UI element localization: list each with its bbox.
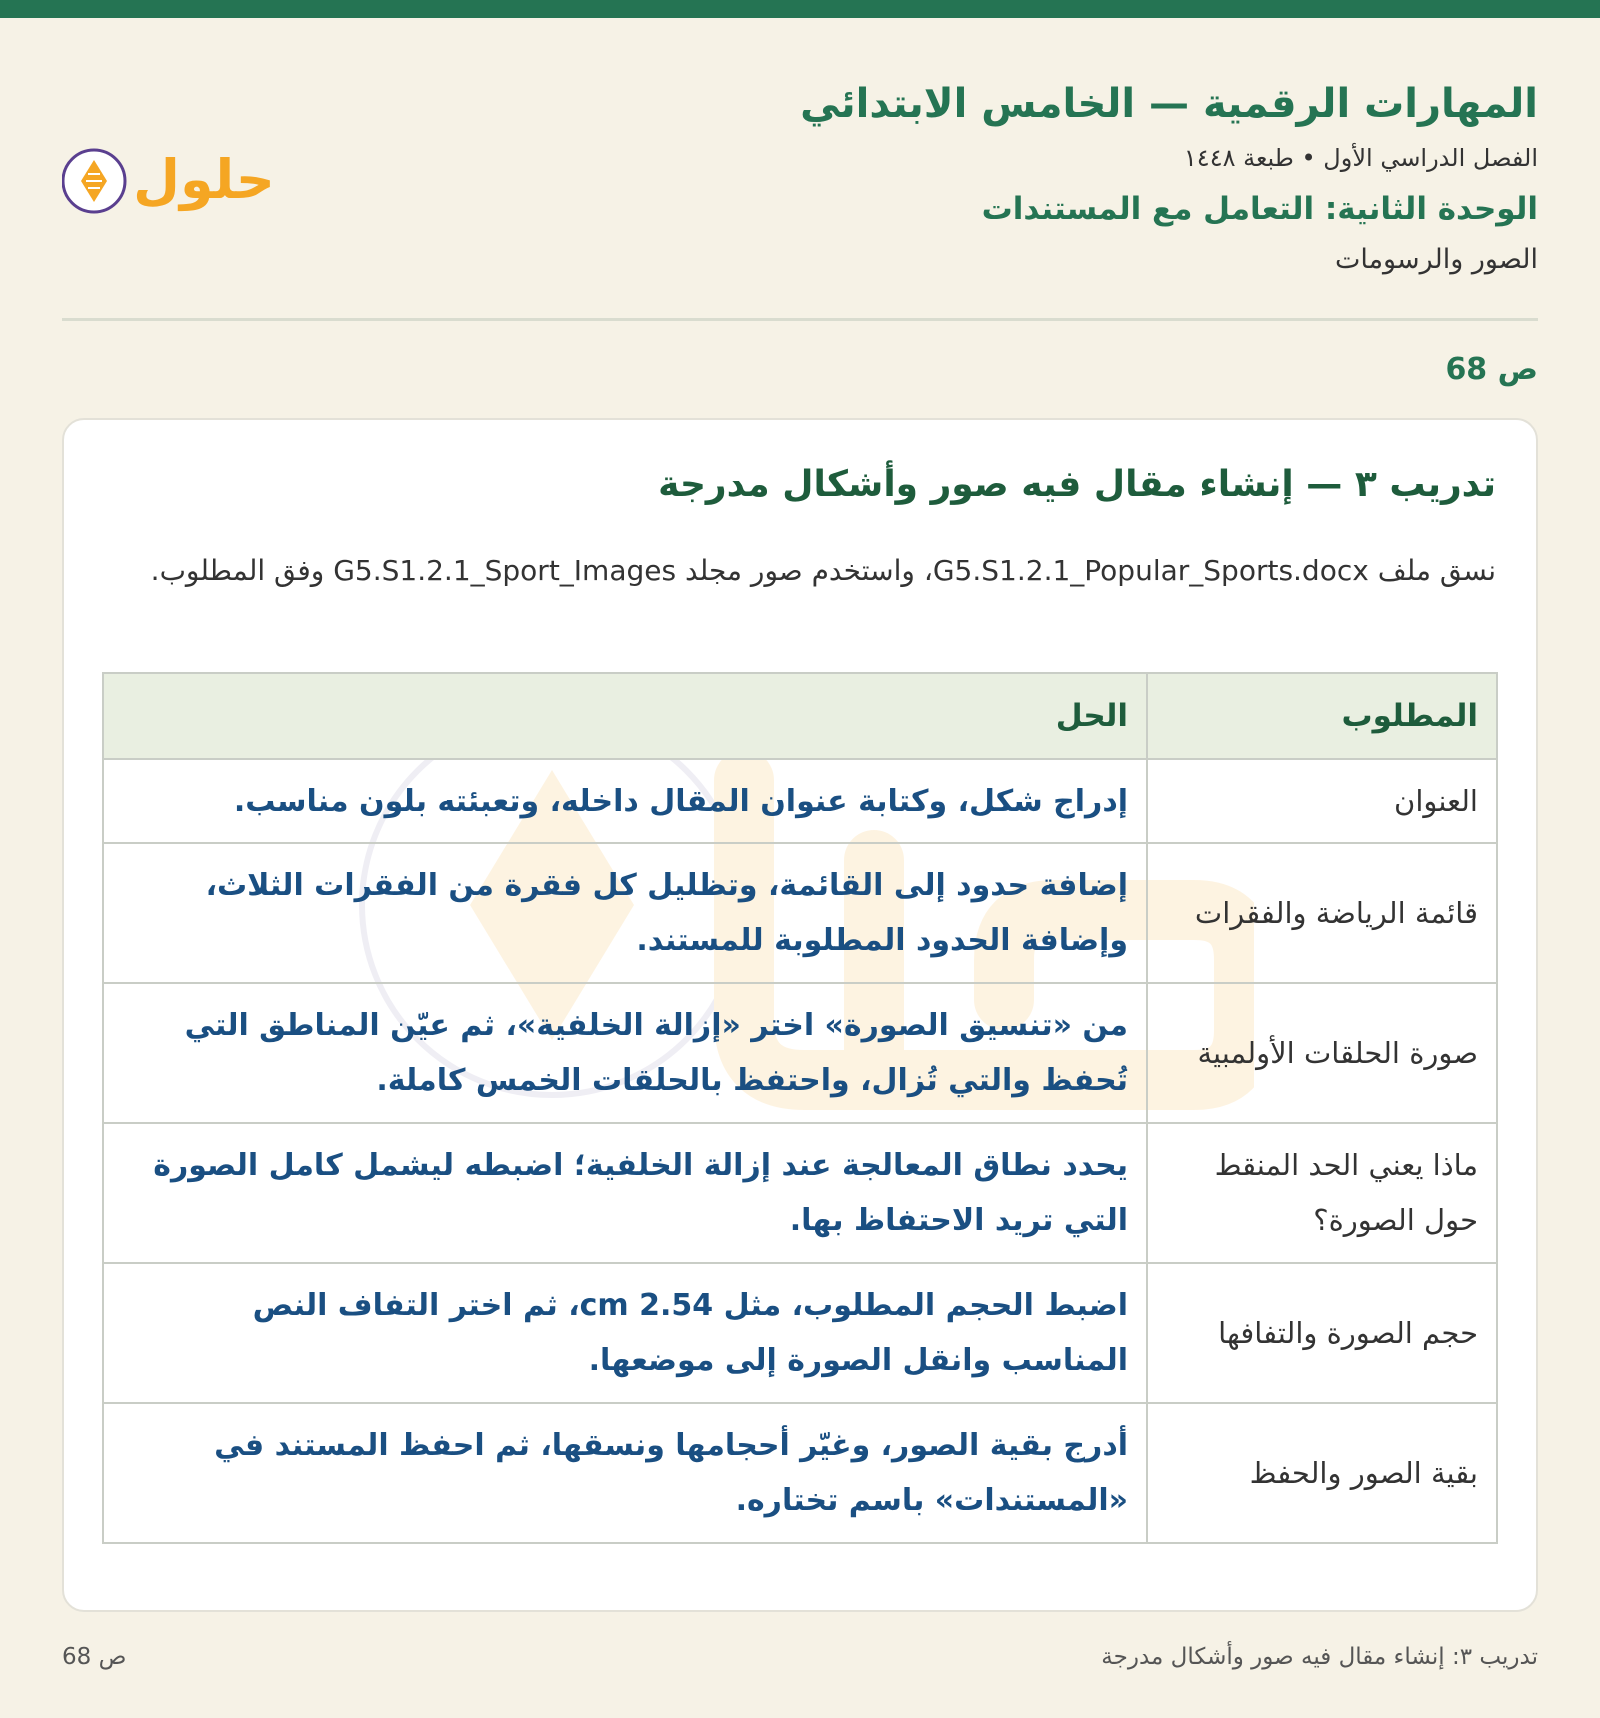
- required-cell: صورة الحلقات الأولمبية: [1147, 983, 1497, 1123]
- solution-cell: إدراج شكل، وكتابة عنوان المقال داخله، وتعبئته بلون مناسب.: [103, 759, 1147, 843]
- required-cell: بقية الصور والحفظ: [1147, 1403, 1497, 1543]
- footer-page-number: ص 68: [62, 1644, 127, 1670]
- header-required: المطلوب: [1147, 673, 1497, 759]
- lesson-title: الصور والرسومات: [1334, 244, 1538, 275]
- unit-title: الوحدة الثانية: التعامل مع المستندات: [981, 191, 1538, 227]
- solution-cell: يحدد نطاق المعالجة عند إزالة الخلفية؛ اضبطه ليشمل كامل الصورة التي تريد الاحتفاظ بها.: [103, 1123, 1147, 1263]
- footer-exercise-label: تدريب ٣: إنشاء مقال فيه صور وأشكال مدرجة: [1101, 1644, 1538, 1670]
- exercise-card: [62, 418, 1538, 1612]
- hulul-logo: [62, 136, 282, 226]
- solution-cell: إضافة حدود إلى القائمة، وتظليل كل فقرة من الفقرات الثلاث، وإضافة الحدود المطلوبة للمستند.: [103, 843, 1147, 983]
- page-reference: ص 68: [1445, 352, 1538, 387]
- table-row: [103, 1123, 1497, 1263]
- table-row: [103, 983, 1497, 1123]
- table-row: [103, 759, 1497, 843]
- header-titles: [800, 78, 1538, 280]
- course-title: المهارات الرقمية — الخامس الابتدائي: [800, 81, 1538, 127]
- logo-wordmark: حلول: [133, 148, 275, 211]
- solution-cell: أدرج بقية الصور، وغيّر أحجامها ونسقها، ثم احفظ المستند في «المستندات» باسم تختاره.: [103, 1403, 1147, 1543]
- required-cell: حجم الصورة والتفافها: [1147, 1263, 1497, 1403]
- requirements-table: [102, 672, 1498, 1544]
- header-solution: الحل: [103, 673, 1147, 759]
- course-meta: الفصل الدراسي الأول • طبعة ١٤٤٨: [1183, 144, 1538, 172]
- exercise-title: تدريب ٣ — إنشاء مقال فيه صور وأشكال مدرجة: [658, 464, 1496, 505]
- table-row: [103, 1263, 1497, 1403]
- solution-cell: اضبط الحجم المطلوب، مثل 2.54 cm، ثم اختر التفاف النص المناسب وانقل الصورة إلى موضعها.: [103, 1263, 1147, 1403]
- solution-cell: من «تنسيق الصورة» اختر «إزالة الخلفية»، ثم عيّن المناطق التي تُحفظ والتي تُزال، واحتفظ بالحلقات الخمس كاملة.: [103, 983, 1147, 1123]
- table-header-row: [103, 673, 1497, 759]
- table-row: [103, 1403, 1497, 1543]
- table-row: [103, 843, 1497, 983]
- required-cell: العنوان: [1147, 759, 1497, 843]
- page-header: [62, 18, 1538, 321]
- required-cell: قائمة الرياضة والفقرات: [1147, 843, 1497, 983]
- required-cell: ماذا يعني الحد المنقط حول الصورة؟: [1147, 1123, 1497, 1263]
- top-accent-bar: [0, 0, 1600, 18]
- exercise-instruction: نسق ملف G5.S1.2.1_Popular_Sports.docx، واستخدم صور مجلد G5.S1.2.1_Sport_Images وفق المطلوب.: [150, 554, 1496, 587]
